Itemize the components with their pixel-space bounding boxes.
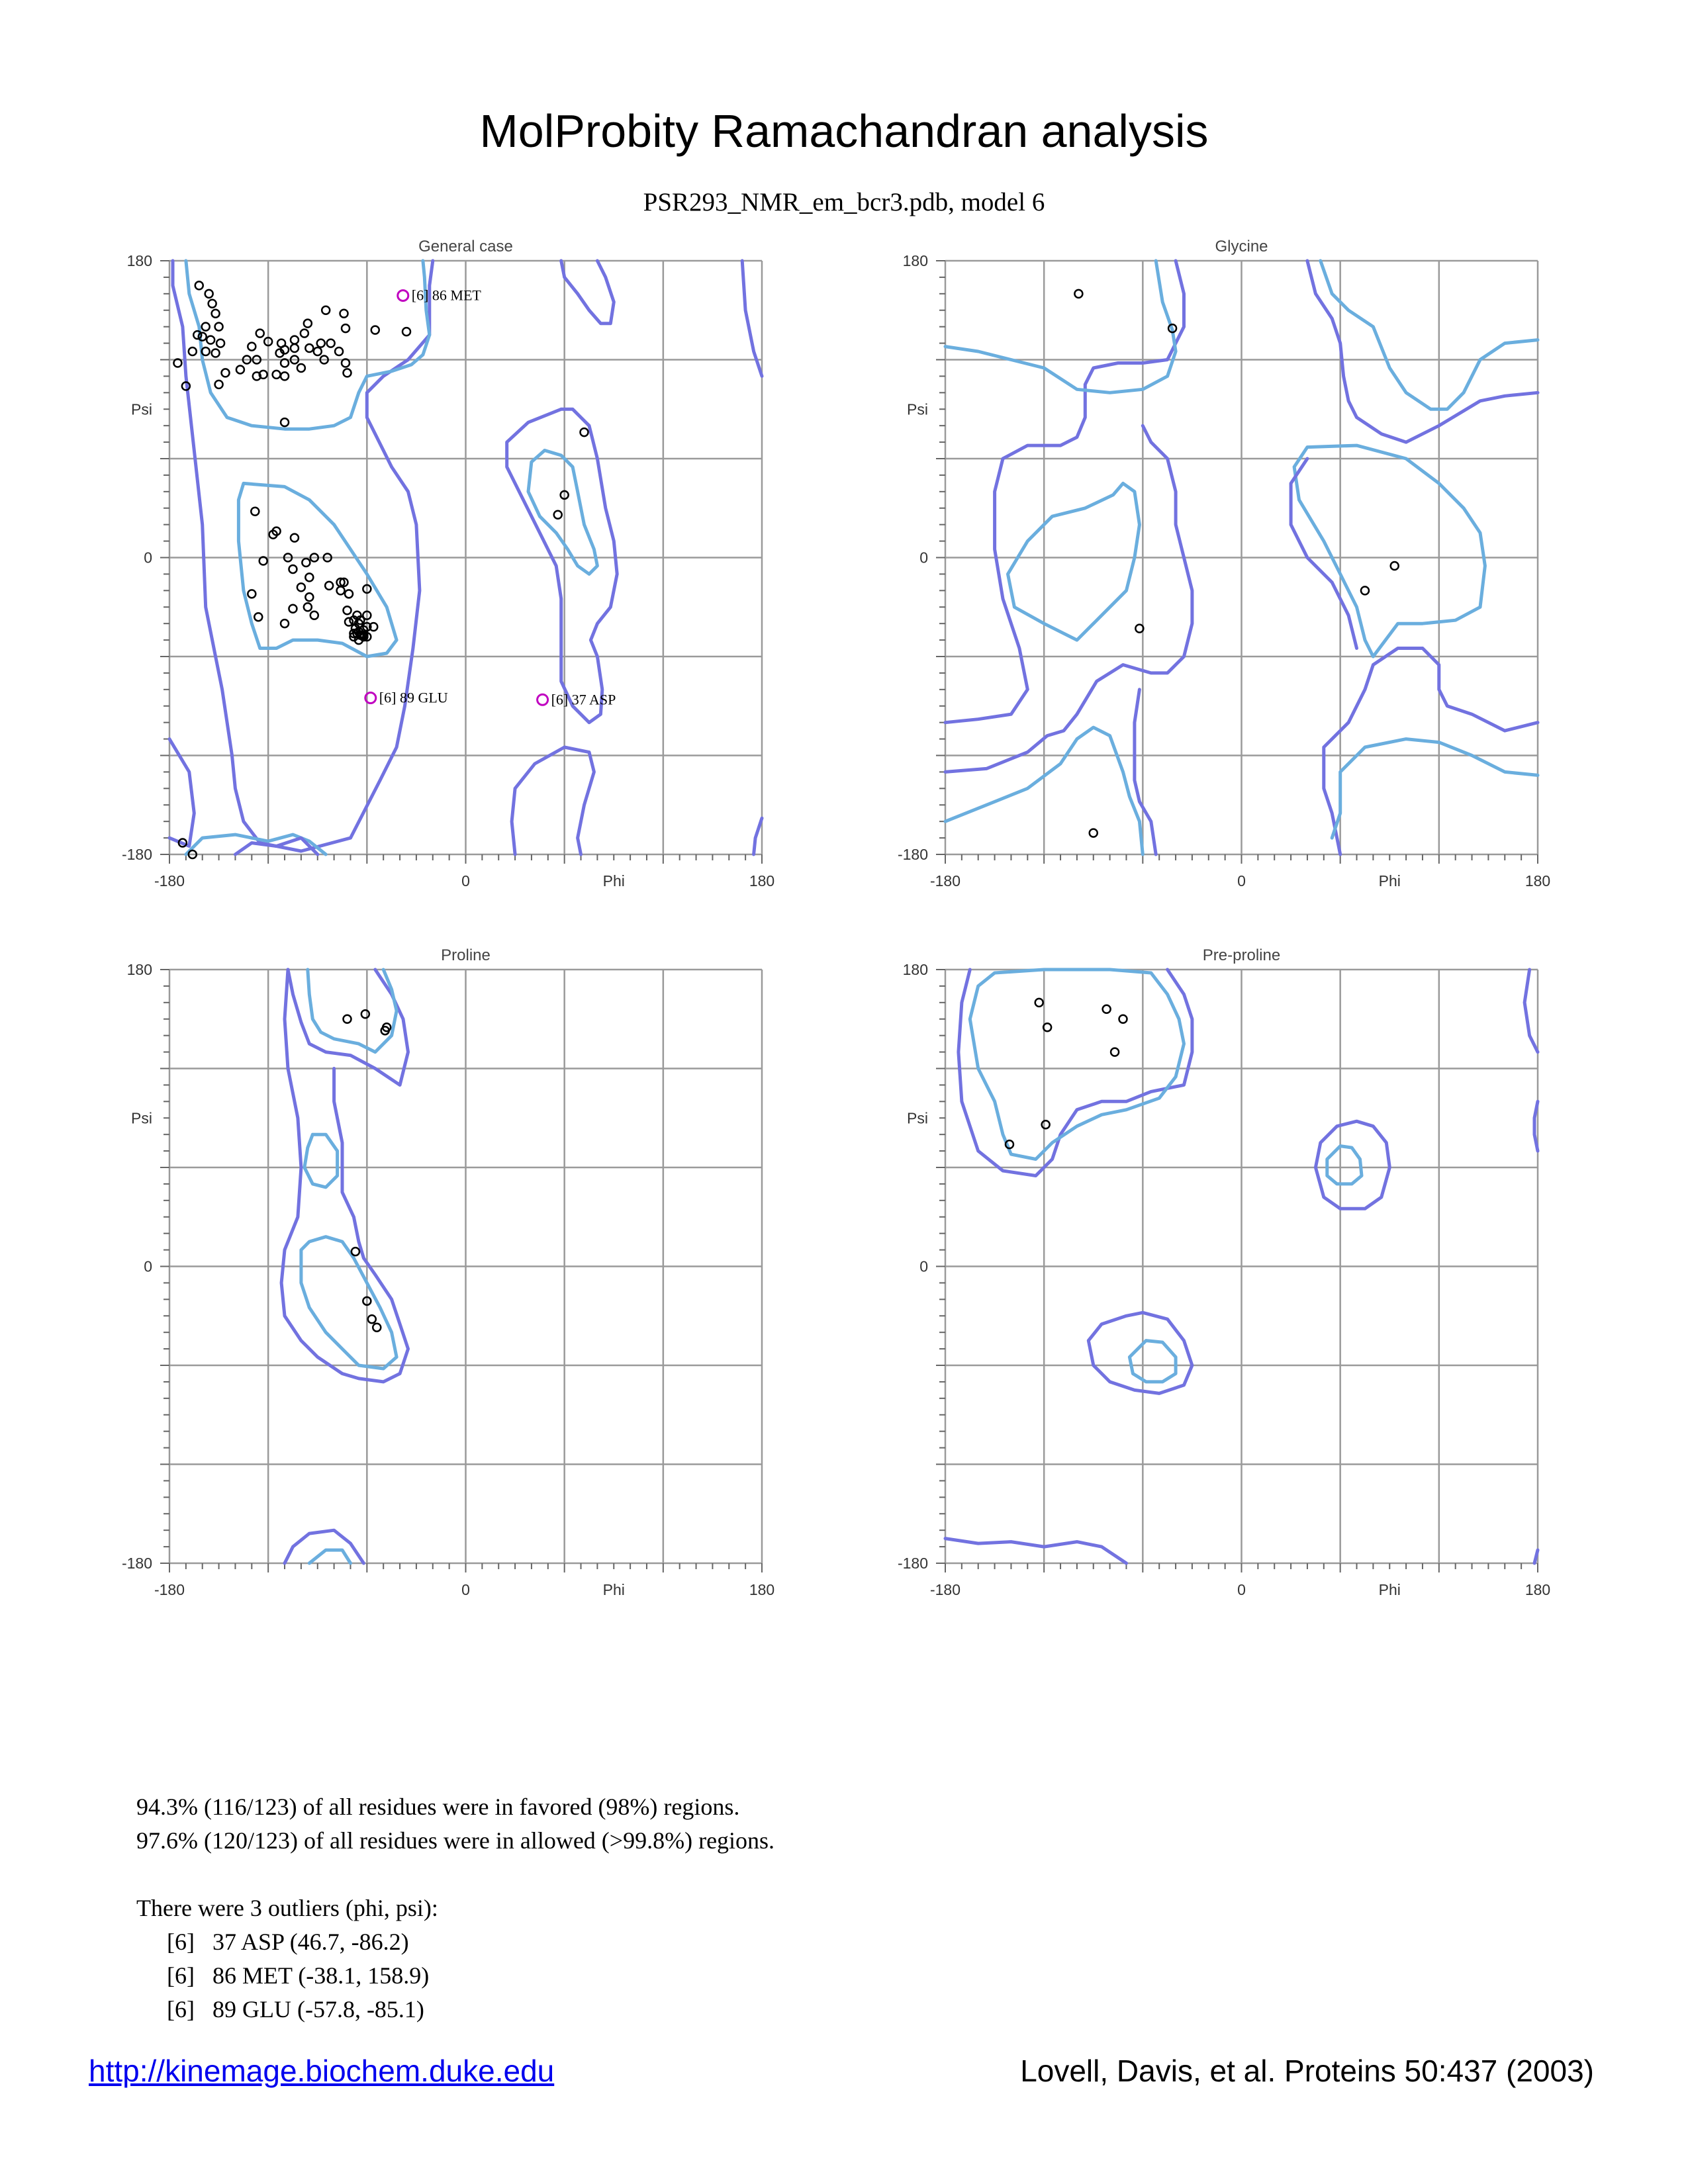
data-point [554, 511, 562, 519]
data-point [344, 606, 352, 614]
favored-contour [1332, 739, 1538, 839]
data-point [236, 365, 244, 373]
data-point [297, 583, 305, 591]
x-tick-label: Phi [1378, 1581, 1401, 1598]
data-point [273, 371, 281, 379]
data-point [335, 347, 343, 355]
favored-contour [1327, 1146, 1362, 1184]
plot-title: General case [418, 238, 513, 255]
data-point [291, 336, 299, 344]
allowed-contour [512, 747, 594, 854]
axis-ticks [160, 970, 762, 1572]
data-point [222, 369, 230, 377]
x-tick-label: 0 [1237, 1581, 1246, 1598]
y-tick-label: -180 [897, 846, 928, 863]
plot-pre-proline [897, 946, 1551, 1598]
allowed-contour [754, 818, 762, 854]
x-tick-label: 180 [749, 872, 775, 889]
data-point [344, 369, 352, 377]
data-point [322, 306, 330, 314]
data-points [173, 281, 588, 858]
data-point [302, 559, 310, 567]
data-point [212, 310, 220, 318]
y-tick-label: -180 [121, 1555, 152, 1572]
outlier-line: [6] 37 ASP (46.7, -86.2) [167, 1929, 409, 1955]
allowed-contour [945, 261, 1184, 723]
axis-ticks [936, 261, 1538, 864]
allowed-contour [1324, 649, 1538, 855]
data-point [1042, 1120, 1050, 1128]
data-point [297, 364, 305, 372]
kinemage-link[interactable]: http://kinemage.biochem.duke.edu [89, 2054, 555, 2088]
favored-contour [1321, 261, 1538, 409]
data-point [291, 344, 299, 352]
y-tick-label: Psi [131, 400, 152, 418]
data-point [373, 1324, 381, 1332]
data-point [344, 1015, 352, 1023]
data-point [304, 603, 312, 611]
x-tick-label: 180 [1524, 872, 1551, 889]
allowed-contour [1524, 970, 1538, 1052]
favored-contour [1129, 1341, 1176, 1382]
data-point [209, 300, 216, 308]
outlier-label: [6] 37 ASP [551, 691, 616, 708]
data-point [254, 613, 262, 621]
allowed-contour [742, 261, 762, 376]
data-point [195, 281, 203, 289]
favored-contour [305, 1134, 338, 1187]
data-point [215, 323, 223, 331]
grid [945, 970, 1538, 1563]
favored-contour [528, 451, 597, 574]
allowed-contour [173, 261, 433, 851]
data-point [368, 1315, 376, 1323]
data-point [291, 534, 299, 542]
x-tick-label: 0 [461, 872, 470, 889]
data-point [345, 618, 353, 626]
data-point [202, 323, 210, 331]
allowed-contour [1291, 459, 1356, 649]
data-point [305, 344, 313, 352]
data-point [1035, 999, 1043, 1007]
allowed-contour [1307, 261, 1538, 442]
plot-title: Proline [441, 946, 491, 964]
data-point [205, 290, 213, 298]
data-point [304, 320, 312, 328]
data-point [248, 343, 256, 351]
outlier-line: [6] 89 GLU (-57.8, -85.1) [167, 1996, 424, 2023]
data-point [256, 330, 264, 338]
data-point [281, 619, 289, 627]
data-point [1074, 290, 1082, 298]
favored-stat: 94.3% (116/123) of all residues were in favored (98%) regions. [136, 1794, 740, 1820]
data-point [317, 340, 325, 347]
outlier-label: [6] 86 MET [411, 287, 481, 304]
y-tick-label: 180 [902, 961, 928, 978]
x-tick-label: -180 [929, 872, 961, 889]
data-point [361, 1010, 369, 1018]
grid [945, 261, 1538, 854]
plot-general-case [121, 238, 775, 889]
data-point [352, 1248, 359, 1255]
data-point [212, 349, 220, 357]
data-point [1111, 1048, 1119, 1056]
y-tick-label: 180 [126, 961, 152, 978]
favored-contour [301, 1237, 397, 1369]
data-point [402, 328, 410, 336]
data-point [345, 590, 353, 598]
data-point [327, 340, 335, 347]
favored-contour [945, 261, 1176, 392]
outlier-line: [6] 86 MET (-38.1, 158.9) [167, 1962, 430, 1989]
y-tick-label: 0 [919, 549, 928, 567]
data-point [1090, 829, 1098, 837]
data-point [1119, 1015, 1127, 1023]
citation: Lovell, Davis, et al. Proteins 50:437 (2003) [1020, 2054, 1594, 2088]
data-point [1103, 1005, 1111, 1013]
grid [169, 970, 762, 1563]
plot-title: Glycine [1215, 238, 1268, 255]
plot-title: Pre-proline [1202, 946, 1281, 964]
grid [169, 261, 762, 854]
data-point [1361, 586, 1369, 594]
data-point [207, 336, 214, 344]
data-point [371, 326, 379, 334]
x-tick-label: -180 [154, 1581, 185, 1598]
outlier-point [398, 291, 408, 301]
data-point [289, 605, 297, 613]
data-point [281, 372, 289, 380]
page-subtitle: PSR293_NMR_em_bcr3.pdb, model 6 [643, 188, 1045, 216]
summary-text [136, 1790, 774, 2026]
data-point [305, 593, 313, 601]
allowed-contour [1135, 690, 1156, 854]
data-point [337, 586, 345, 594]
allowed-contour [1088, 1312, 1192, 1393]
y-tick-label: -180 [121, 846, 152, 863]
y-tick-label: Psi [907, 400, 928, 418]
allowed-stat: 97.6% (120/123) of all residues were in allowed (>99.8%) regions. [136, 1827, 775, 1854]
data-point [314, 347, 322, 355]
data-point [1391, 562, 1399, 570]
favored-contour [1008, 483, 1140, 640]
data-point [325, 582, 333, 590]
allowed-contour [959, 970, 1192, 1176]
allowed-contour [285, 1530, 363, 1563]
data-point [581, 428, 588, 436]
y-tick-label: 0 [144, 1257, 152, 1275]
favored-contour [1294, 445, 1485, 657]
data-point [342, 324, 350, 332]
x-tick-label: -180 [154, 872, 185, 889]
allowed-contour [561, 261, 614, 324]
favored-contour [309, 1550, 350, 1563]
y-tick-label: 180 [126, 252, 152, 269]
data-point [289, 565, 297, 573]
outlier-point [538, 694, 548, 705]
x-tick-label: 0 [1237, 872, 1246, 889]
x-tick-label: 180 [1524, 1581, 1551, 1598]
data-point [189, 347, 197, 355]
x-tick-label: Phi [1378, 872, 1401, 889]
y-tick-label: 0 [919, 1257, 928, 1275]
outliers-heading: There were 3 outliers (phi, psi): [136, 1895, 438, 1921]
favored-contour [970, 970, 1184, 1160]
y-tick-label: -180 [897, 1555, 928, 1572]
x-tick-label: -180 [929, 1581, 961, 1598]
y-tick-label: Psi [131, 1109, 152, 1127]
x-tick-label: 180 [749, 1581, 775, 1598]
plot-glycine [897, 238, 1551, 889]
data-point [248, 590, 256, 598]
axis-ticks [936, 970, 1538, 1572]
x-tick-label: 0 [461, 1581, 470, 1598]
page-title: MolProbity Ramachandran analysis [479, 105, 1209, 157]
x-tick-label: Phi [602, 1581, 625, 1598]
plot-proline [121, 946, 775, 1598]
x-tick-label: Phi [602, 872, 625, 889]
data-point [281, 418, 289, 426]
data-point [301, 330, 308, 338]
data-point [305, 573, 313, 581]
y-tick-label: 180 [902, 252, 928, 269]
allowed-contour [945, 1539, 1127, 1563]
data-point [340, 310, 348, 318]
outlier-label: [6] 89 GLU [379, 689, 448, 706]
data-point [251, 508, 259, 516]
axis-ticks [160, 261, 762, 864]
y-tick-label: Psi [907, 1109, 928, 1127]
y-tick-label: 0 [144, 549, 152, 567]
data-point [310, 612, 318, 619]
data-point [216, 340, 224, 347]
data-point [215, 381, 223, 388]
